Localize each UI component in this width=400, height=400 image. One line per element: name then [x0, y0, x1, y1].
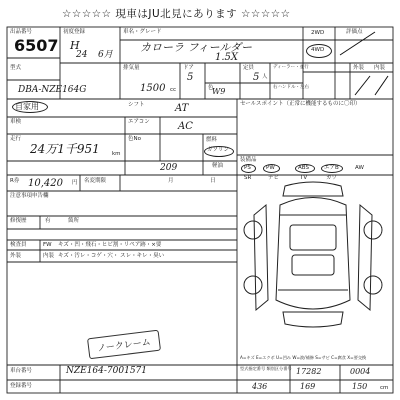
model-value: DBA-NZE164G — [18, 85, 87, 95]
color-value: W9 — [212, 87, 226, 96]
checks-fw: FW — [43, 242, 52, 248]
model-label: 型式 — [10, 65, 22, 71]
drive-4wd: 4WD — [311, 47, 325, 53]
fuel-value: ガソリン — [207, 147, 230, 153]
displacement-unit: cc — [170, 87, 177, 93]
seats-unit: 人 — [262, 74, 268, 80]
no-claim-stamp: ノークレーム — [87, 330, 161, 360]
recycle-label: R券 — [10, 178, 20, 184]
equip-navi: ナビ — [268, 175, 280, 181]
usage-circle — [12, 101, 48, 113]
equip-pw: PW — [266, 165, 275, 171]
height-value: 150 — [352, 382, 368, 391]
equip-ps-circle — [241, 164, 256, 173]
dealer-line1: ディーラー・並行 — [273, 65, 309, 70]
checks-exterior-label: 外装 — [10, 253, 22, 259]
registration-label: 登録番号 — [10, 383, 33, 389]
dealer-line2: 右ハンドル・左右 — [273, 85, 309, 90]
eval-exterior-label: 外装 — [353, 65, 365, 71]
equip-label: 装備品 — [240, 157, 257, 163]
sheet-header-title: ☆☆☆☆☆ 現車はJU北見にあります ☆☆☆☆☆ — [62, 8, 291, 20]
lot-number: 6507 — [14, 36, 59, 55]
color-label: 色 — [208, 85, 214, 91]
car-name-label: 車名・グレード — [123, 29, 162, 35]
equip-abs: ABS — [298, 165, 309, 171]
seats-label: 定員 — [243, 65, 255, 71]
equip-pw-circle — [263, 164, 280, 173]
type-no-value: 17282 — [296, 367, 322, 376]
equip-airbag: エアB — [324, 165, 339, 171]
color-no-value: 209 — [160, 163, 178, 173]
class-no-value: 0004 — [350, 367, 371, 376]
color-no-label: 色No — [128, 136, 141, 142]
repair-yes: 有 — [45, 218, 51, 224]
recycle-unit: 円 — [72, 180, 78, 186]
mileage-unit: km — [112, 151, 121, 157]
first-reg-year: 24 — [76, 50, 88, 60]
first-reg-month: 6月 — [98, 50, 113, 60]
fuel-label: 燃料 — [206, 137, 218, 143]
checks-interior-label: 内装 — [43, 253, 55, 259]
seats-value: 5 — [253, 72, 260, 83]
equip-sr: SR — [244, 175, 252, 181]
car-name-value: カローラ フィールダー — [140, 41, 252, 54]
equip-leather: カワ — [326, 175, 338, 181]
displacement-label: 排気量 — [123, 65, 140, 71]
checks-int-items: キズ・汚レ・コゲ・穴・ スレ・キレ・臭い — [58, 253, 165, 259]
ac-value: AC — [178, 121, 193, 132]
chassis-value: NZE164-7001571 — [66, 366, 147, 376]
checks-label: 検査員 — [10, 242, 27, 248]
owner-change-month: 月 — [168, 178, 174, 184]
damage-legend: A=キズ E=エクボ U=凹み W=波/補修 S=サビ C=腐食 X=要交換 — [240, 355, 367, 360]
lot-label: 出品番号 — [10, 29, 33, 35]
equip-airbag-circle — [321, 164, 343, 173]
first-reg-label: 初度登録 — [63, 29, 86, 35]
eval-label: 評価点 — [346, 29, 363, 35]
first-reg-era: H — [70, 39, 80, 52]
equip-aw: AW — [355, 165, 364, 171]
repair-part: 箇所 — [68, 218, 80, 224]
equip-ps: PS — [244, 165, 251, 171]
repair-label: 修復歴 — [10, 218, 27, 224]
fuel-alt: 軽油 — [212, 163, 224, 169]
car-diagram — [244, 182, 382, 327]
notes-label: 注意事項申告欄 — [10, 193, 49, 199]
chassis-label: 車台番号 — [10, 368, 33, 374]
drive-2wd: 2WD — [311, 30, 325, 36]
ac-label: エアコン — [128, 119, 150, 125]
car-grade-value: 1.5X — [215, 52, 239, 63]
owner-change-label: 名変期限 — [84, 178, 107, 184]
equip-abs-circle — [295, 164, 315, 173]
length-value: 436 — [252, 382, 268, 391]
inspection-label: 車検 — [10, 119, 22, 125]
mileage-value: 24万1千951 — [30, 142, 100, 156]
shift-label: シフト — [128, 102, 145, 108]
equip-tv: TV — [300, 175, 308, 181]
mileage-label: 走行 — [10, 136, 22, 142]
checks-ext-items: キズ・凹・飛石・ヒビ割・リペア跡・×要 — [58, 242, 162, 248]
shift-value: AT — [175, 103, 189, 114]
sales-point-label: セールスポイント（正常に機能するものに〇印） — [240, 101, 361, 107]
dims-label: 型式指定番号 類別区分番号 — [240, 366, 292, 371]
doors-label: ドア — [183, 65, 194, 71]
owner-change-day: 日 — [210, 178, 216, 184]
eval-interior-label: 内装 — [374, 65, 386, 71]
dims-unit: cm — [380, 385, 389, 391]
recycle-value: 10,420 — [28, 178, 63, 189]
width-value: 169 — [300, 382, 316, 391]
doors-value: 5 — [187, 72, 194, 83]
displacement-value: 1500 — [140, 83, 166, 94]
usage-label: 自家用 — [15, 102, 39, 111]
